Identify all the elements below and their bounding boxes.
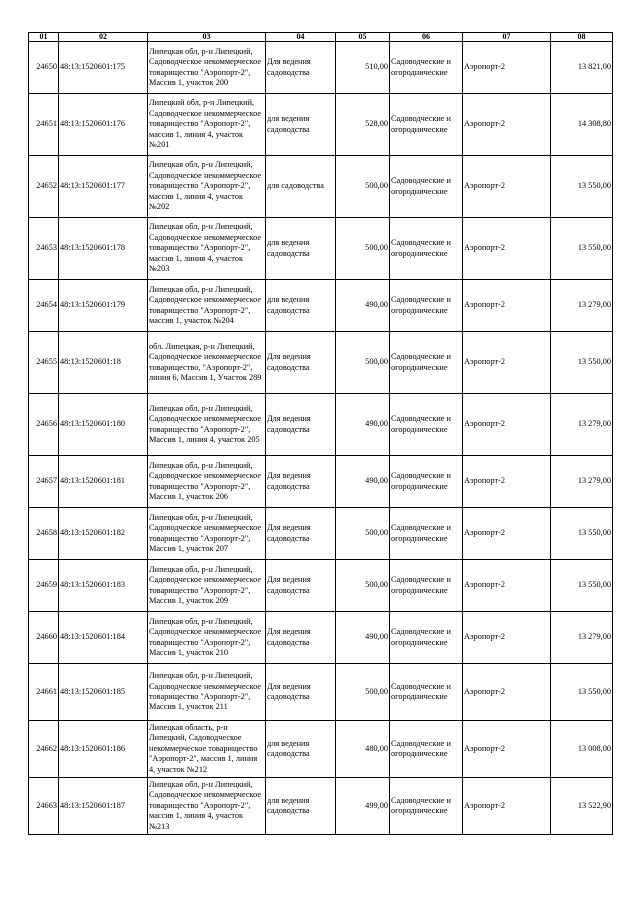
- area-text: 500,00: [365, 580, 388, 590]
- row-number-text: 24662: [36, 743, 57, 753]
- cell-cadastral-number: [59, 612, 148, 664]
- table-row: [29, 332, 613, 394]
- cell-area: [336, 664, 390, 721]
- cadastral-number-text: 48:13:1520601:182: [60, 528, 125, 538]
- table-row: [29, 721, 613, 778]
- row-number-text: 24657: [36, 476, 57, 486]
- location-text: Аэропорт-2: [464, 300, 506, 310]
- cell-location: [463, 612, 551, 664]
- cell-cadastral-number: [59, 508, 148, 560]
- address-text: Липецкая обл, р-н Липецкий, Садоводческое некоммерческое товарищество "Аэропорт-2", массив 1, линия 4, участок №203: [149, 222, 262, 274]
- cadastral-number-text: 48:13:1520601:183: [60, 580, 125, 590]
- cell-address: [148, 456, 266, 508]
- location-text: Аэропорт-2: [464, 743, 506, 753]
- cell-area: [336, 42, 390, 94]
- cell-cadastral-value: [551, 332, 613, 394]
- address-text: Липецкая обл, р-н Липецкий, Садоводческое некоммерческое товарищество "Аэропорт-2", Массив 1, участок 210: [149, 616, 262, 657]
- area-text: 510,00: [365, 62, 388, 72]
- col-header-03: 03: [148, 33, 266, 42]
- cell-area: [336, 394, 390, 456]
- cell-area: [336, 218, 390, 280]
- permitted-use-text: для ведения садоводства: [267, 295, 310, 315]
- address-text: обл. Липецкая, р-н Липецкий, Садоводческое некоммерческое товарищество, "Аэропорт-2", линия 6, Массив 1, Участок 289: [149, 341, 262, 382]
- cell-land-category: [390, 560, 463, 612]
- cell-area: [336, 456, 390, 508]
- cadastral-value-text: 13 550,00: [577, 243, 611, 253]
- row-number-text: 24663: [36, 800, 57, 810]
- cell-cadastral-value: [551, 394, 613, 456]
- row-number-text: 24656: [36, 419, 57, 429]
- address-text: Липецкая обл, р-н Липецкий, Садоводческое некоммерческое товарищество "Аэропорт-2", массив 1, линия 4, участок №213: [149, 779, 262, 831]
- cell-address: [148, 42, 266, 94]
- cadastral-number-text: 48:13:1520601:175: [60, 62, 125, 72]
- table-row: [29, 508, 613, 560]
- cell-address: [148, 94, 266, 156]
- cell-cadastral-value: [551, 778, 613, 835]
- table-body: [29, 42, 613, 835]
- permitted-use-text: для ведения садоводства: [267, 114, 310, 134]
- row-number-text: 24659: [36, 580, 57, 590]
- cell-permitted-use: [266, 560, 336, 612]
- cell-address: [148, 560, 266, 612]
- cell-location: [463, 456, 551, 508]
- cell-cadastral-number: [59, 456, 148, 508]
- area-text: 500,00: [365, 686, 388, 696]
- cell-area: [336, 280, 390, 332]
- table-row: [29, 94, 613, 156]
- col-header-01: 01: [29, 33, 59, 42]
- cell-location: [463, 508, 551, 560]
- col-header-04: 04: [266, 33, 336, 42]
- cadastral-value-text: 13 279,00: [577, 419, 611, 429]
- cell-row-number: [29, 778, 59, 835]
- row-number-text: 24661: [36, 686, 57, 696]
- cell-permitted-use: [266, 218, 336, 280]
- col-header-02: 02: [59, 33, 148, 42]
- cell-permitted-use: [266, 332, 336, 394]
- address-text: Липецкая обл, р-н Липецкий, Садоводческое некоммерческое товарищество "Аэропорт-2", Массив 1, линия 4, участок 205: [149, 403, 262, 444]
- area-text: 500,00: [365, 357, 388, 367]
- area-text: 490,00: [365, 419, 388, 429]
- area-text: 490,00: [365, 476, 388, 486]
- location-text: Аэропорт-2: [464, 62, 506, 72]
- cell-cadastral-value: [551, 508, 613, 560]
- row-number-text: 24658: [36, 528, 57, 538]
- land-category-text: Садоводческие и огороднические: [391, 114, 451, 134]
- cell-land-category: [390, 332, 463, 394]
- cell-cadastral-number: [59, 721, 148, 778]
- cell-cadastral-number: [59, 664, 148, 721]
- table-row: [29, 156, 613, 218]
- location-text: Аэропорт-2: [464, 580, 506, 590]
- permitted-use-text: Для ведения садоводства: [267, 414, 311, 434]
- cell-location: [463, 778, 551, 835]
- table-row: [29, 218, 613, 280]
- cell-cadastral-value: [551, 664, 613, 721]
- cell-area: [336, 94, 390, 156]
- cell-row-number: [29, 664, 59, 721]
- cell-address: [148, 218, 266, 280]
- table-row: [29, 456, 613, 508]
- area-text: 500,00: [365, 528, 388, 538]
- cell-location: [463, 332, 551, 394]
- cadastral-number-text: 48:13:1520601:180: [60, 419, 125, 429]
- cadastral-value-text: 13 279,00: [577, 632, 611, 642]
- cadastral-table: [28, 32, 613, 835]
- cell-location: [463, 156, 551, 218]
- cadastral-number-text: 48:13:1520601:181: [60, 476, 125, 486]
- cell-address: [148, 778, 266, 835]
- cell-area: [336, 612, 390, 664]
- cell-row-number: [29, 612, 59, 664]
- cell-permitted-use: [266, 508, 336, 560]
- location-text: Аэропорт-2: [464, 181, 506, 191]
- land-category-text: Садоводческие и огороднические: [391, 795, 451, 815]
- cadastral-value-text: 14 308,80: [577, 119, 611, 129]
- land-category-text: Садоводческие и огороднические: [391, 523, 451, 543]
- row-number-text: 24655: [36, 357, 57, 367]
- row-number-text: 24650: [36, 62, 57, 72]
- land-category-text: Садоводческие и огороднические: [391, 57, 451, 77]
- cadastral-number-text: 48:13:1520601:186: [60, 743, 125, 753]
- cell-land-category: [390, 778, 463, 835]
- cadastral-value-text: 13 821,00: [577, 62, 611, 72]
- cell-permitted-use: [266, 156, 336, 218]
- permitted-use-text: Для ведения садоводства: [267, 575, 311, 595]
- cell-land-category: [390, 394, 463, 456]
- address-text: Липецкая область, р-н Липецкий, Садоводческое некоммерческое товарищество "Аэропорт-2", массив 1, линия 4, участок №212: [149, 722, 258, 774]
- cell-cadastral-number: [59, 560, 148, 612]
- cell-area: [336, 156, 390, 218]
- area-text: 500,00: [365, 243, 388, 253]
- land-category-text: Садоводческие и огороднические: [391, 238, 451, 258]
- cell-land-category: [390, 218, 463, 280]
- cadastral-number-text: 48:13:1520601:176: [60, 119, 125, 129]
- header-row: [29, 33, 613, 42]
- cell-cadastral-number: [59, 218, 148, 280]
- cell-land-category: [390, 508, 463, 560]
- col-header-05: 05: [336, 33, 390, 42]
- cell-row-number: [29, 42, 59, 94]
- area-text: 480,00: [365, 743, 388, 753]
- location-text: Аэропорт-2: [464, 476, 506, 486]
- col-header-08: 08: [551, 33, 613, 42]
- land-category-text: Садоводческие и огороднические: [391, 414, 451, 434]
- table-row: [29, 280, 613, 332]
- cell-land-category: [390, 664, 463, 721]
- cell-location: [463, 560, 551, 612]
- cell-area: [336, 332, 390, 394]
- cell-cadastral-number: [59, 778, 148, 835]
- table-row: [29, 560, 613, 612]
- row-number-text: 24660: [36, 632, 57, 642]
- cell-area: [336, 778, 390, 835]
- cadastral-value-text: 13 550,00: [577, 580, 611, 590]
- location-text: Аэропорт-2: [464, 119, 506, 129]
- land-category-text: Садоводческие и огороднические: [391, 471, 451, 491]
- cell-address: [148, 721, 266, 778]
- address-text: Липецкий обл, р-н Липецкий, Садоводческое некоммерческое товарищество "Аэропорт-2", массив 1, линия 4, участок №201: [149, 98, 262, 150]
- area-text: 500,00: [365, 181, 388, 191]
- cell-permitted-use: [266, 664, 336, 721]
- cell-address: [148, 612, 266, 664]
- cell-land-category: [390, 456, 463, 508]
- cell-cadastral-value: [551, 560, 613, 612]
- cell-area: [336, 721, 390, 778]
- row-number-text: 24654: [36, 300, 57, 310]
- cell-row-number: [29, 156, 59, 218]
- cell-cadastral-number: [59, 280, 148, 332]
- cadastral-number-text: 48:13:1520601:178: [60, 243, 125, 253]
- land-category-text: Садоводческие и огороднические: [391, 681, 451, 701]
- cell-location: [463, 394, 551, 456]
- cadastral-value-text: 13 550,00: [577, 686, 611, 696]
- cell-cadastral-value: [551, 280, 613, 332]
- cell-cadastral-number: [59, 156, 148, 218]
- cadastral-number-text: 48:13:1520601:18: [60, 357, 121, 367]
- cadastral-number-text: 48:13:1520601:185: [60, 686, 125, 696]
- permitted-use-text: для ведения садоводства: [267, 738, 310, 758]
- cell-land-category: [390, 156, 463, 218]
- area-text: 499,00: [365, 800, 388, 810]
- cell-cadastral-number: [59, 94, 148, 156]
- permitted-use-text: для садоводства: [267, 181, 324, 191]
- cell-permitted-use: [266, 280, 336, 332]
- cell-cadastral-value: [551, 156, 613, 218]
- cell-location: [463, 94, 551, 156]
- permitted-use-text: Для ведения садоводства: [267, 627, 311, 647]
- cell-cadastral-number: [59, 332, 148, 394]
- land-category-text: Садоводческие и огороднические: [391, 575, 451, 595]
- area-text: 528,00: [365, 119, 388, 129]
- location-text: Аэропорт-2: [464, 419, 506, 429]
- address-text: Липецкая обл, р-н Липецкий, Садоводческое некоммерческое товарищество "Аэропорт-2", Массив 1, участок 206: [149, 460, 262, 501]
- land-category-text: Садоводческие и огороднические: [391, 295, 451, 315]
- cell-permitted-use: [266, 394, 336, 456]
- address-text: Липецкая обл, р-н Липецкий, Садоводческое некоммерческое товарищество "Аэропорт-2", Массив 1, участок 211: [149, 671, 262, 712]
- cadastral-value-text: 13 008,00: [577, 743, 611, 753]
- permitted-use-text: Для ведения садоводства: [267, 471, 311, 491]
- cell-land-category: [390, 612, 463, 664]
- location-text: Аэропорт-2: [464, 800, 506, 810]
- cell-cadastral-number: [59, 394, 148, 456]
- col-header-07: 07: [463, 33, 551, 42]
- land-category-text: Садоводческие и огороднические: [391, 176, 451, 196]
- cell-area: [336, 508, 390, 560]
- cadastral-value-text: 13 550,00: [577, 181, 611, 191]
- land-category-text: Садоводческие и огороднические: [391, 738, 451, 758]
- cell-cadastral-number: [59, 42, 148, 94]
- permitted-use-text: Для ведения садоводства: [267, 681, 311, 701]
- cell-row-number: [29, 560, 59, 612]
- cell-cadastral-value: [551, 218, 613, 280]
- cell-location: [463, 218, 551, 280]
- cell-cadastral-value: [551, 721, 613, 778]
- cell-cadastral-value: [551, 612, 613, 664]
- row-number-text: 24653: [36, 243, 57, 253]
- cell-permitted-use: [266, 42, 336, 94]
- cadastral-number-text: 48:13:1520601:177: [60, 181, 125, 191]
- location-text: Аэропорт-2: [464, 632, 506, 642]
- cadastral-value-text: 13 550,00: [577, 357, 611, 367]
- cell-land-category: [390, 721, 463, 778]
- permitted-use-text: Для ведения садоводства: [267, 523, 311, 543]
- table-row: [29, 394, 613, 456]
- area-text: 490,00: [365, 632, 388, 642]
- col-header-06: 06: [390, 33, 463, 42]
- cell-address: [148, 280, 266, 332]
- cell-land-category: [390, 94, 463, 156]
- cell-address: [148, 508, 266, 560]
- cell-permitted-use: [266, 778, 336, 835]
- cell-row-number: [29, 508, 59, 560]
- cell-address: [148, 332, 266, 394]
- cell-cadastral-value: [551, 42, 613, 94]
- land-category-text: Садоводческие и огороднические: [391, 352, 451, 372]
- cell-cadastral-value: [551, 94, 613, 156]
- cadastral-number-text: 48:13:1520601:179: [60, 300, 125, 310]
- permitted-use-text: для ведения садоводства: [267, 238, 310, 258]
- cell-row-number: [29, 332, 59, 394]
- permitted-use-text: Для ведения садоводства: [267, 352, 311, 372]
- cell-address: [148, 394, 266, 456]
- address-text: Липецкая обл, р-н Липецкий, Садоводческое некоммерческое товарищество "Аэропорт-2", массив 1, линия 4, участок №202: [149, 160, 262, 212]
- cell-permitted-use: [266, 612, 336, 664]
- cell-row-number: [29, 394, 59, 456]
- cadastral-number-text: 48:13:1520601:184: [60, 632, 125, 642]
- cell-location: [463, 42, 551, 94]
- permitted-use-text: Для ведения садоводства: [267, 57, 311, 77]
- cadastral-value-text: 13 279,00: [577, 300, 611, 310]
- cell-location: [463, 721, 551, 778]
- cell-permitted-use: [266, 94, 336, 156]
- land-category-text: Садоводческие и огороднические: [391, 627, 451, 647]
- cell-area: [336, 560, 390, 612]
- cell-land-category: [390, 280, 463, 332]
- cadastral-value-text: 13 550,00: [577, 528, 611, 538]
- cell-row-number: [29, 94, 59, 156]
- permitted-use-text: для ведения садоводства: [267, 795, 310, 815]
- cell-cadastral-value: [551, 456, 613, 508]
- table-row: [29, 42, 613, 94]
- area-text: 490,00: [365, 300, 388, 310]
- location-text: Аэропорт-2: [464, 243, 506, 253]
- row-number-text: 24652: [36, 181, 57, 191]
- table-row: [29, 612, 613, 664]
- table-row: [29, 778, 613, 835]
- location-text: Аэропорт-2: [464, 686, 506, 696]
- cell-address: [148, 156, 266, 218]
- cell-row-number: [29, 280, 59, 332]
- cell-address: [148, 664, 266, 721]
- cell-row-number: [29, 456, 59, 508]
- cadastral-number-text: 48:13:1520601:187: [60, 800, 125, 810]
- cell-row-number: [29, 218, 59, 280]
- table-row: [29, 664, 613, 721]
- location-text: Аэропорт-2: [464, 357, 506, 367]
- address-text: Липецкая обл, р-н Липецкий, Садоводческое некоммерческое товарищество "Аэропорт-2", Массив 1, участок 200: [149, 46, 262, 87]
- address-text: Липецкая обл, р-н Липецкий, Садоводческое некоммерческое товарищество "Аэропорт-2", массив 1, участок №204: [149, 284, 262, 325]
- cell-location: [463, 280, 551, 332]
- cell-land-category: [390, 42, 463, 94]
- location-text: Аэропорт-2: [464, 528, 506, 538]
- cell-permitted-use: [266, 721, 336, 778]
- cell-permitted-use: [266, 456, 336, 508]
- cell-row-number: [29, 721, 59, 778]
- cadastral-value-text: 13 522,90: [577, 800, 611, 810]
- cell-location: [463, 664, 551, 721]
- row-number-text: 24651: [36, 119, 57, 129]
- cadastral-value-text: 13 279,00: [577, 476, 611, 486]
- address-text: Липецкая обл, р-н Липецкий, Садоводческое некоммерческое товарищество "Аэропорт-2", Массив 1, участок 207: [149, 512, 262, 553]
- address-text: Липецкая обл, р-н Липецкий, Садоводческое некоммерческое товарищество "Аэропорт-2", Массив 1, участок 209: [149, 564, 262, 605]
